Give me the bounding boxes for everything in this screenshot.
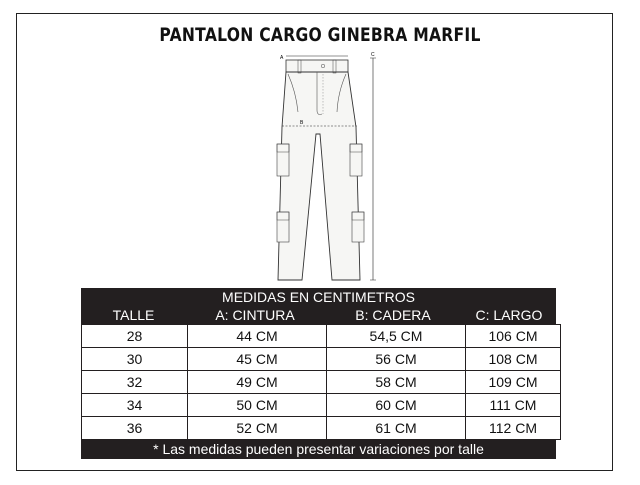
label-b: B — [300, 120, 304, 126]
table-cell: 45 CM — [188, 348, 327, 371]
table-cell: 108 CM — [466, 348, 561, 371]
table-cell: 109 CM — [466, 371, 561, 394]
column-header-cadera: B: CADERA — [355, 307, 431, 323]
table-row — [82, 325, 561, 348]
pants-technical-drawing — [260, 52, 390, 288]
table-cell: 36 — [82, 417, 188, 440]
size-chart — [81, 288, 556, 459]
table-cell: 34 — [82, 394, 188, 417]
table-cell: 28 — [82, 325, 188, 348]
table-row — [82, 348, 561, 371]
table-row — [82, 417, 561, 440]
table-cell: 111 CM — [466, 394, 561, 417]
table-cell: 30 — [82, 348, 188, 371]
column-header-talle: TALLE — [112, 307, 155, 323]
table-row — [82, 394, 561, 417]
cargo-pocket-left-lower — [277, 212, 289, 242]
page-title: PANTALON CARGO GINEBRA MARFIL — [159, 24, 481, 46]
table-cell: 54,5 CM — [327, 325, 466, 348]
column-header-cintura: A: CINTURA — [215, 307, 295, 323]
table-cell: 49 CM — [188, 371, 327, 394]
table-cell: 50 CM — [188, 394, 327, 417]
pants-waistband — [286, 60, 348, 72]
table-row — [82, 371, 561, 394]
table-cell: 56 CM — [327, 348, 466, 371]
table-cell: 112 CM — [466, 417, 561, 440]
pants-outline — [278, 72, 360, 280]
label-c: C — [371, 52, 375, 58]
table-cell: 32 — [82, 371, 188, 394]
size-chart-table — [81, 324, 561, 440]
size-chart-column-headers — [81, 306, 556, 324]
table-cell: 52 CM — [188, 417, 327, 440]
cargo-pocket-right-lower — [352, 212, 364, 242]
table-cell: 44 CM — [188, 325, 327, 348]
table-cell: 60 CM — [327, 394, 466, 417]
table-cell: 61 CM — [327, 417, 466, 440]
column-header-largo: C: LARGO — [475, 307, 543, 323]
table-cell: 106 CM — [466, 325, 561, 348]
table-cell: 58 CM — [327, 371, 466, 394]
footnote: * Las medidas pueden presentar variaciones por talle — [81, 440, 556, 459]
cargo-pocket-left-upper — [277, 144, 289, 176]
size-chart-header: MEDIDAS EN CENTIMETROS — [81, 288, 556, 306]
label-a: A — [280, 55, 284, 61]
cargo-pocket-right-upper — [350, 144, 362, 176]
